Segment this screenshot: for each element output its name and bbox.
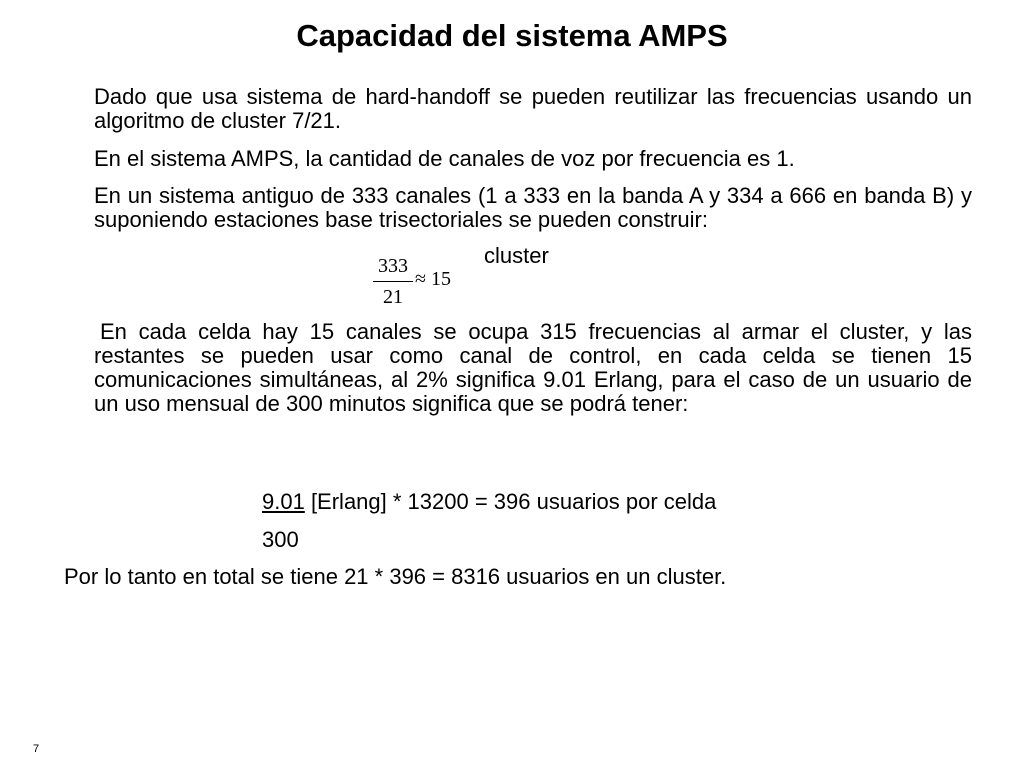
paragraph-hard-handoff: Dado que usa sistema de hard-handoff se pueden reutilizar las frecuencias usando un algoritmo de cluster 7/21.: [94, 84, 972, 133]
slide-title: Capacidad del sistema AMPS: [296, 18, 728, 53]
fraction-denominator: 21: [383, 286, 403, 308]
formula-rest: [Erlang] * 13200 = 396 usuarios por celda: [304, 489, 717, 514]
fraction-333-21: [373, 254, 413, 308]
total-users-line: Por lo tanto en total se tiene 21 * 396 = 8316 usuarios en un cluster.: [64, 564, 727, 589]
formula-denominator: 300: [262, 527, 299, 552]
paragraph-channels-333: En un sistema antiguo de 333 canales (1 a 333 en la banda A y 334 a 666 en banda B) y suponiendo estaciones base trisectoriales se pueden construir:: [94, 183, 972, 232]
fraction-numerator: 333: [378, 255, 408, 277]
paragraph-voice-channels: En el sistema AMPS, la cantidad de canales de voz por frecuencia es 1.: [94, 146, 795, 171]
paragraph-cell-channels: [94, 320, 972, 416]
paragraph-cell-channels-text: En cada celda hay 15 canales se ocupa 315 frecuencias al armar el cluster, y las restantes se pueden usar como canal de control, en cada celda se tienen 15 comunicaciones simultáneas, al 2% significa 9.01 Erlang, para el caso de un usuario de un uso mensual de 300 minutos significa que se podrá tener:: [94, 319, 972, 416]
cluster-label: cluster: [484, 243, 549, 268]
page-number: 7: [33, 743, 40, 755]
formula-numerator: 9.01: [262, 489, 305, 514]
erlang-formula: [262, 490, 716, 514]
approx-result: ≈ 15: [415, 268, 451, 290]
fraction-bar: [373, 281, 413, 282]
